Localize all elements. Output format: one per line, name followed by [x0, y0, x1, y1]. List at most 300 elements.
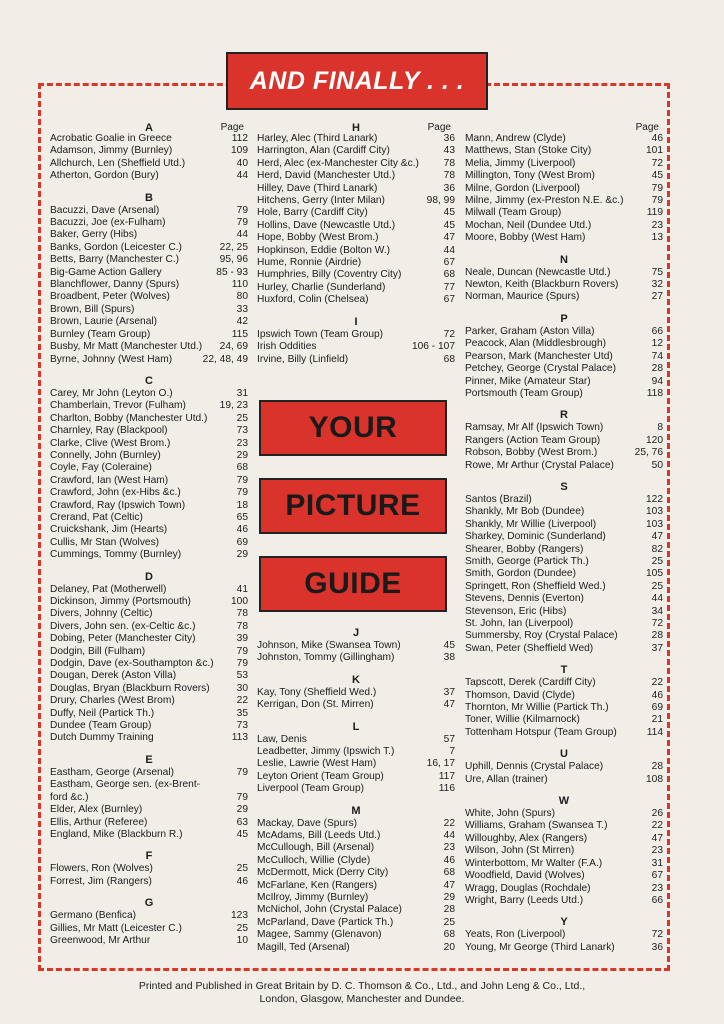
- entry-name: Wright, Barry (Leeds Utd.): [465, 894, 584, 906]
- index-entry: [465, 677, 663, 689]
- entry-page: 69: [651, 702, 663, 714]
- entry-name: Duffy, Neil (Partick Th.): [50, 707, 155, 719]
- index-entry: [257, 640, 455, 652]
- index-entry: [257, 220, 455, 232]
- index-entry: [465, 506, 663, 518]
- index-entry: [465, 267, 663, 279]
- index-entry: [50, 683, 248, 695]
- entry-page: 95, 96: [219, 254, 248, 266]
- entry-name: Magee, Sammy (Glenavon): [257, 929, 382, 941]
- index-entry: [50, 341, 248, 353]
- index-entry: [465, 195, 663, 207]
- page-column-label: Page: [427, 122, 451, 133]
- entry-name: Acrobatic Goalie in Greece: [50, 133, 172, 144]
- entry-page: 79: [236, 645, 248, 657]
- entry-name: Stevens, Dennis (Everton): [465, 593, 584, 605]
- entry-name: Johnston, Tommy (Gillingham): [257, 652, 395, 664]
- index-entry: [50, 537, 248, 549]
- section-y: [465, 929, 663, 954]
- entry-page: 22: [651, 820, 663, 832]
- index-entry: [50, 923, 248, 935]
- entry-name: Portsmouth (Team Group): [465, 387, 583, 399]
- entry-page: 28: [443, 904, 455, 916]
- index-entry: [257, 699, 455, 711]
- entry-name: Swan, Peter (Sheffield Wed): [465, 642, 594, 654]
- entry-name: Clarke, Clive (West Brom.): [50, 437, 171, 449]
- index-column-2: [257, 120, 455, 954]
- entry-page: 47: [651, 832, 663, 844]
- index-entry: [50, 316, 248, 328]
- entry-name: Smith, Gordon (Dundee): [465, 568, 576, 580]
- index-entry: [465, 714, 663, 726]
- entry-page: 79: [236, 217, 248, 229]
- section-g: [50, 910, 248, 947]
- index-entry: [465, 460, 663, 472]
- entry-name: Bacuzzi, Joe (ex-Fulham): [50, 217, 166, 229]
- entry-page: 68: [443, 269, 455, 281]
- index-entry: [50, 512, 248, 524]
- index-entry: [257, 195, 455, 207]
- footer-line-1: Printed and Published in Great Britain by D. C. Thomson & Co., Ltd., and John Leng & Co., Ltd.,: [138, 980, 586, 992]
- entry-page: 36: [443, 133, 455, 144]
- index-entry: [50, 817, 248, 829]
- index-entry: [465, 422, 663, 434]
- index-entry: [465, 170, 663, 182]
- index-entry: [50, 608, 248, 620]
- entry-name: Dodgin, Dave (ex-Southampton &c.): [50, 658, 214, 670]
- entry-page: 78: [443, 157, 455, 169]
- entry-page: 19, 23: [219, 400, 248, 412]
- index-entry: [50, 475, 248, 487]
- entry-page: 38: [443, 652, 455, 664]
- entry-page: 44: [236, 229, 248, 241]
- section-d: [50, 584, 248, 745]
- entry-name: Matthews, Stan (Stoke City): [465, 145, 592, 157]
- publisher-footer: [0, 980, 724, 1006]
- entry-page: 44: [443, 244, 455, 256]
- entry-page: 68: [443, 929, 455, 941]
- entry-page: 13: [651, 232, 663, 244]
- entry-page: 77: [443, 281, 455, 293]
- entry-page: 23: [651, 845, 663, 857]
- entry-name: Hume, Ronnie (Airdrie): [257, 257, 362, 269]
- entry-name: Eastham, George (Arsenal): [50, 766, 175, 778]
- entry-page: 85 - 93: [216, 266, 248, 278]
- entry-page: 74: [651, 350, 663, 362]
- index-entry: [465, 494, 663, 506]
- entry-page: 47: [443, 699, 455, 711]
- poster-word-guide: GUIDE: [259, 556, 447, 612]
- entry-page: 45: [443, 207, 455, 219]
- entry-page: 65: [236, 511, 248, 523]
- entry-page: 103: [646, 506, 663, 518]
- entry-name: Greenwood, Mr Arthur: [50, 934, 151, 946]
- entry-name: Shearer, Bobby (Rangers): [465, 543, 584, 555]
- index-entry: [50, 804, 248, 816]
- entry-page: 42: [236, 316, 248, 328]
- page-title: AND FINALLY . . .: [226, 52, 488, 110]
- entry-page: 123: [231, 910, 248, 922]
- entry-name: Humphries, Billy (Coventry City): [257, 269, 402, 281]
- index-entry: [50, 354, 248, 366]
- section-k: [257, 687, 455, 712]
- entry-page: 79: [236, 658, 248, 670]
- index-entry: [50, 910, 248, 922]
- poster-word-picture: PICTURE: [259, 478, 447, 534]
- entry-name: Milne, Gordon (Liverpool): [465, 182, 580, 194]
- entry-page: 67: [651, 870, 663, 882]
- entry-page: 7: [449, 745, 455, 757]
- entry-name: Herd, Alec (ex-Manchester City &c.): [257, 157, 419, 169]
- entry-name: Williams, Graham (Swansea T.): [465, 820, 608, 832]
- section-letter-a: A: [145, 122, 153, 134]
- entry-name: McAdams, Bill (Leeds Utd.): [257, 829, 381, 841]
- entry-name: Dobing, Peter (Manchester City): [50, 633, 196, 645]
- entry-name: St. John, Ian (Liverpool): [465, 618, 574, 629]
- index-entry: [50, 462, 248, 474]
- entry-name: Pearson, Mark (Manchester Utd): [465, 350, 613, 362]
- index-entry: [257, 855, 455, 867]
- index-column-1: [50, 120, 248, 947]
- section-u: [465, 761, 663, 786]
- index-entry: [465, 279, 663, 291]
- entry-name: Gillies, Mr Matt (Leicester C.): [50, 922, 182, 934]
- entry-name: ford &c.): [50, 791, 89, 803]
- index-entry: [257, 145, 455, 157]
- entry-name: Flowers, Ron (Wolves): [50, 863, 153, 875]
- entry-page: 18: [236, 499, 248, 511]
- entry-name: Mochan, Neil (Dundee Utd.): [465, 219, 592, 231]
- entry-name: Cullis, Mr Stan (Wolves): [50, 536, 160, 548]
- entry-page: 46: [236, 524, 248, 536]
- entry-page: 10: [236, 934, 248, 946]
- index-entry: [257, 282, 455, 294]
- index-entry: [50, 779, 248, 791]
- index-entry: [465, 618, 663, 630]
- entry-page: 46: [236, 875, 248, 887]
- entry-page: 94: [651, 375, 663, 387]
- entry-page: 22: [651, 677, 663, 689]
- entry-name: Hope, Bobby (West Brom.): [257, 232, 379, 244]
- entry-page: 27: [651, 291, 663, 303]
- entry-name: Peacock, Alan (Middlesbrough): [465, 338, 607, 350]
- index-entry: [50, 304, 248, 316]
- index-entry: [465, 145, 663, 157]
- section-e: [50, 767, 248, 841]
- section-letter-p: P: [560, 312, 568, 325]
- entry-page: 109: [231, 145, 248, 157]
- entry-page: 78: [236, 620, 248, 632]
- entry-name: Ramsay, Mr Alf (Ipswich Town): [465, 422, 604, 434]
- entry-page: 22: [443, 817, 455, 829]
- entry-page: 37: [443, 686, 455, 698]
- entry-name: Mackay, Dave (Spurs): [257, 817, 358, 829]
- entry-name: Milwall (Team Group): [465, 207, 562, 219]
- entry-page: 120: [646, 434, 663, 446]
- index-entry: [465, 929, 663, 941]
- entry-page: 25: [236, 412, 248, 424]
- entry-page: 33: [236, 303, 248, 315]
- entry-page: 29: [236, 549, 248, 561]
- entry-page: 31: [236, 387, 248, 399]
- entry-page: 28: [651, 761, 663, 773]
- entry-page: 53: [236, 670, 248, 682]
- index-entry: [50, 400, 248, 412]
- section-letter-s: S: [560, 480, 568, 493]
- entry-page: 28: [651, 630, 663, 642]
- entry-name: Tapscott, Derek (Cardiff City): [465, 677, 596, 689]
- entry-page: 23: [651, 882, 663, 894]
- entry-page: 75: [651, 266, 663, 278]
- entry-name: Petchey, George (Crystal Palace): [465, 363, 616, 375]
- entry-name: Broadbent, Peter (Wolves): [50, 291, 170, 303]
- entry-page: 69: [236, 536, 248, 548]
- picture-guide-banner: [257, 400, 455, 622]
- entry-name: Newton, Keith (Blackburn Rovers): [465, 279, 619, 291]
- index-entry: [50, 792, 248, 804]
- index-entry: [50, 254, 248, 266]
- index-entry: [50, 646, 248, 658]
- index-entry: [465, 870, 663, 882]
- entry-page: 79: [236, 791, 248, 803]
- entry-page: 79: [236, 766, 248, 778]
- index-entry: [257, 783, 455, 795]
- entry-page: 118: [646, 387, 663, 399]
- index-entry: [465, 833, 663, 845]
- entry-name: England, Mike (Blackburn R.): [50, 828, 183, 840]
- entry-name: Harley, Alec (Third Lanark): [257, 133, 378, 144]
- section-letter-t: T: [560, 664, 568, 677]
- index-entry: [257, 734, 455, 746]
- entry-page: 114: [646, 726, 663, 738]
- index-entry: [465, 581, 663, 593]
- section-letter-g: G: [144, 897, 154, 910]
- entry-name: Liverpool (Team Group): [257, 783, 365, 795]
- entry-name: Elder, Alex (Burnley): [50, 804, 143, 816]
- section-letter-b: B: [145, 191, 153, 204]
- index-entry: [257, 232, 455, 244]
- entry-name: Connelly, John (Burnley): [50, 449, 161, 461]
- entry-name: Shankly, Mr Willie (Liverpool): [465, 518, 597, 530]
- entry-page: 29: [236, 449, 248, 461]
- section-letter-d: D: [145, 570, 153, 583]
- index-entry: [50, 291, 248, 303]
- index-entry: [257, 207, 455, 219]
- index-entry: [465, 291, 663, 303]
- entry-name: McNichol, John (Crystal Palace): [257, 904, 402, 916]
- entry-name: Moore, Bobby (West Ham): [465, 232, 586, 244]
- entry-name: Germano (Benfica): [50, 910, 137, 922]
- entry-name: Young, Mr George (Third Lanark): [465, 941, 615, 953]
- section-letter-k: K: [352, 673, 360, 686]
- entry-page: 31: [651, 857, 663, 869]
- index-entry: [50, 876, 248, 888]
- index-entry: [50, 267, 248, 279]
- index-entry: [465, 435, 663, 447]
- index-entry: [257, 929, 455, 941]
- section-w: [465, 808, 663, 907]
- entry-name: McCulloch, Willie (Clyde): [257, 854, 371, 866]
- entry-name: Ure, Allan (trainer): [465, 773, 548, 785]
- index-entry: [50, 708, 248, 720]
- entry-page: 115: [231, 328, 248, 340]
- index-entry: [465, 858, 663, 870]
- entry-name: Charlton, Bobby (Manchester Utd.): [50, 412, 208, 424]
- entry-page: 25: [236, 863, 248, 875]
- entry-name: McParland, Dave (Partick Th.): [257, 916, 394, 928]
- entry-page: 22: [236, 695, 248, 707]
- index-entry: [50, 205, 248, 217]
- entry-name: Herd, David (Manchester Utd.): [257, 170, 396, 182]
- entry-name: Shankly, Mr Bob (Dundee): [465, 506, 585, 518]
- index-entry: [257, 245, 455, 257]
- index-entry: [50, 633, 248, 645]
- index-entry: [50, 863, 248, 875]
- entry-name: Pinner, Mike (Amateur Star): [465, 375, 591, 387]
- index-column-3: [465, 120, 663, 954]
- entry-name: Woodfield, David (Wolves): [465, 870, 585, 882]
- entry-name: Coyle, Fay (Coleraine): [50, 462, 152, 474]
- index-entry: [465, 727, 663, 739]
- entry-page: 45: [443, 639, 455, 651]
- entry-page: 44: [236, 170, 248, 182]
- entry-name: Banks, Gordon (Leicester C.): [50, 241, 182, 253]
- entry-page: 32: [651, 279, 663, 291]
- entry-page: 44: [651, 593, 663, 605]
- entry-name: Dutch Dummy Training: [50, 732, 154, 744]
- index-entry: [465, 363, 663, 375]
- index-entry: [465, 845, 663, 857]
- entry-page: 29: [236, 804, 248, 816]
- section-letter-j: J: [352, 626, 360, 639]
- entry-name: Smith, George (Partick Th.): [465, 555, 589, 567]
- index-entry: [50, 829, 248, 841]
- entry-name: Parker, Graham (Aston Villa): [465, 325, 595, 337]
- poster-word-your: YOUR: [259, 400, 447, 456]
- entry-name: Law, Denis: [257, 733, 307, 745]
- entry-name: Douglas, Bryan (Blackburn Rovers): [50, 682, 210, 694]
- entry-name: Willoughby, Alex (Rangers): [465, 832, 588, 844]
- entry-name: Wragg, Douglas (Rochdale): [465, 882, 591, 894]
- index-entry: [465, 702, 663, 714]
- section-letter-r: R: [560, 409, 568, 422]
- index-entry: [465, 388, 663, 400]
- entry-page: 68: [236, 462, 248, 474]
- entry-name: Springett, Ron (Sheffield Wed.): [465, 580, 606, 592]
- entry-page: 80: [236, 291, 248, 303]
- entry-page: 106 - 107: [411, 341, 455, 353]
- section-a: [50, 133, 248, 183]
- entry-name: Toner, Willie (Kilmarnock): [465, 714, 580, 726]
- index-entry: [50, 279, 248, 291]
- index-entry: [257, 687, 455, 699]
- entry-page: 46: [651, 133, 663, 144]
- entry-name: Hollins, Dave (Newcastle Utd.): [257, 219, 396, 231]
- entry-page: 117: [438, 770, 455, 782]
- index-entry: [465, 606, 663, 618]
- entry-page: 41: [236, 583, 248, 595]
- section-letter-m: M: [351, 804, 361, 817]
- entry-name: Hilley, Dave (Third Lanark): [257, 182, 378, 194]
- index-entry: [257, 652, 455, 664]
- index-entry: [50, 732, 248, 744]
- entry-name: Ipswich Town (Team Group): [257, 328, 384, 340]
- entry-name: Harrington, Alan (Cardiff City): [257, 145, 390, 157]
- entry-name: Cummings, Tommy (Burnley): [50, 549, 182, 561]
- entry-page: 57: [443, 733, 455, 745]
- entry-page: 36: [443, 182, 455, 194]
- entry-page: 34: [651, 605, 663, 617]
- section-t: [465, 677, 663, 739]
- entry-name: Thornton, Mr Willie (Partick Th.): [465, 702, 609, 714]
- index-entry: [50, 425, 248, 437]
- entry-page: 25: [651, 555, 663, 567]
- index-entry: [50, 500, 248, 512]
- index-entry: [465, 376, 663, 388]
- index-entry: [50, 767, 248, 779]
- entry-name: Allchurch, Len (Sheffield Utd.): [50, 157, 186, 169]
- index-entry: [465, 942, 663, 954]
- entry-name: Dougan, Derek (Aston Villa): [50, 670, 177, 682]
- entry-page: 47: [651, 531, 663, 543]
- page-column-label: Page: [635, 122, 659, 133]
- entry-name: Tottenham Hotspur (Team Group): [465, 726, 617, 738]
- section-letter-c: C: [145, 374, 153, 387]
- entry-name: Johnson, Mike (Swansea Town): [257, 639, 401, 651]
- index-entry: [50, 935, 248, 947]
- entry-name: Sharkey, Dominic (Sunderland): [465, 531, 606, 543]
- index-entry: [465, 643, 663, 655]
- entry-name: Wilson, John (St Mirren): [465, 845, 575, 857]
- section-letter-i: I: [354, 315, 358, 328]
- section-letter-f: F: [145, 850, 153, 863]
- index-entry: [50, 145, 248, 157]
- entry-page: 79: [651, 195, 663, 207]
- index-entry: [50, 170, 248, 182]
- section-s: [465, 494, 663, 655]
- entry-name: Leslie, Lawrie (West Ham): [257, 758, 377, 770]
- index-entry: [50, 229, 248, 241]
- section-m-cont: [465, 133, 663, 245]
- index-entry: [465, 531, 663, 543]
- section-letter-y: Y: [560, 916, 568, 929]
- index-entry: [465, 774, 663, 786]
- entry-name: Hole, Barry (Cardiff City): [257, 207, 368, 219]
- entry-name: Baker, Gerry (Hibs): [50, 229, 138, 241]
- index-entry: [257, 892, 455, 904]
- entry-page: 12: [651, 338, 663, 350]
- section-letter-u: U: [560, 748, 568, 761]
- entry-name: Cruickshank, Jim (Hearts): [50, 524, 168, 536]
- entry-name: Milne, Jimmy (ex-Preston N.E. &c.): [465, 195, 624, 207]
- entry-page: 23: [443, 842, 455, 854]
- entry-name: Dodgin, Bill (Fulham): [50, 645, 146, 657]
- index-entry: [50, 450, 248, 462]
- entry-page: 16, 17: [426, 758, 455, 770]
- entry-page: 43: [443, 145, 455, 157]
- entry-name: Atherton, Gordon (Bury): [50, 170, 159, 182]
- entry-name: Crawford, Ian (West Ham): [50, 474, 169, 486]
- index-entry: [465, 326, 663, 338]
- index-entry: [465, 158, 663, 170]
- entry-name: Brown, Laurie (Arsenal): [50, 316, 158, 328]
- entry-name: Crawford, Ray (Ipswich Town): [50, 499, 186, 511]
- index-entry: [465, 556, 663, 568]
- entry-page: 79: [651, 182, 663, 194]
- entry-page: 36: [651, 941, 663, 953]
- entry-page: 25: [651, 580, 663, 592]
- entry-name: Norman, Maurice (Spurs): [465, 291, 580, 303]
